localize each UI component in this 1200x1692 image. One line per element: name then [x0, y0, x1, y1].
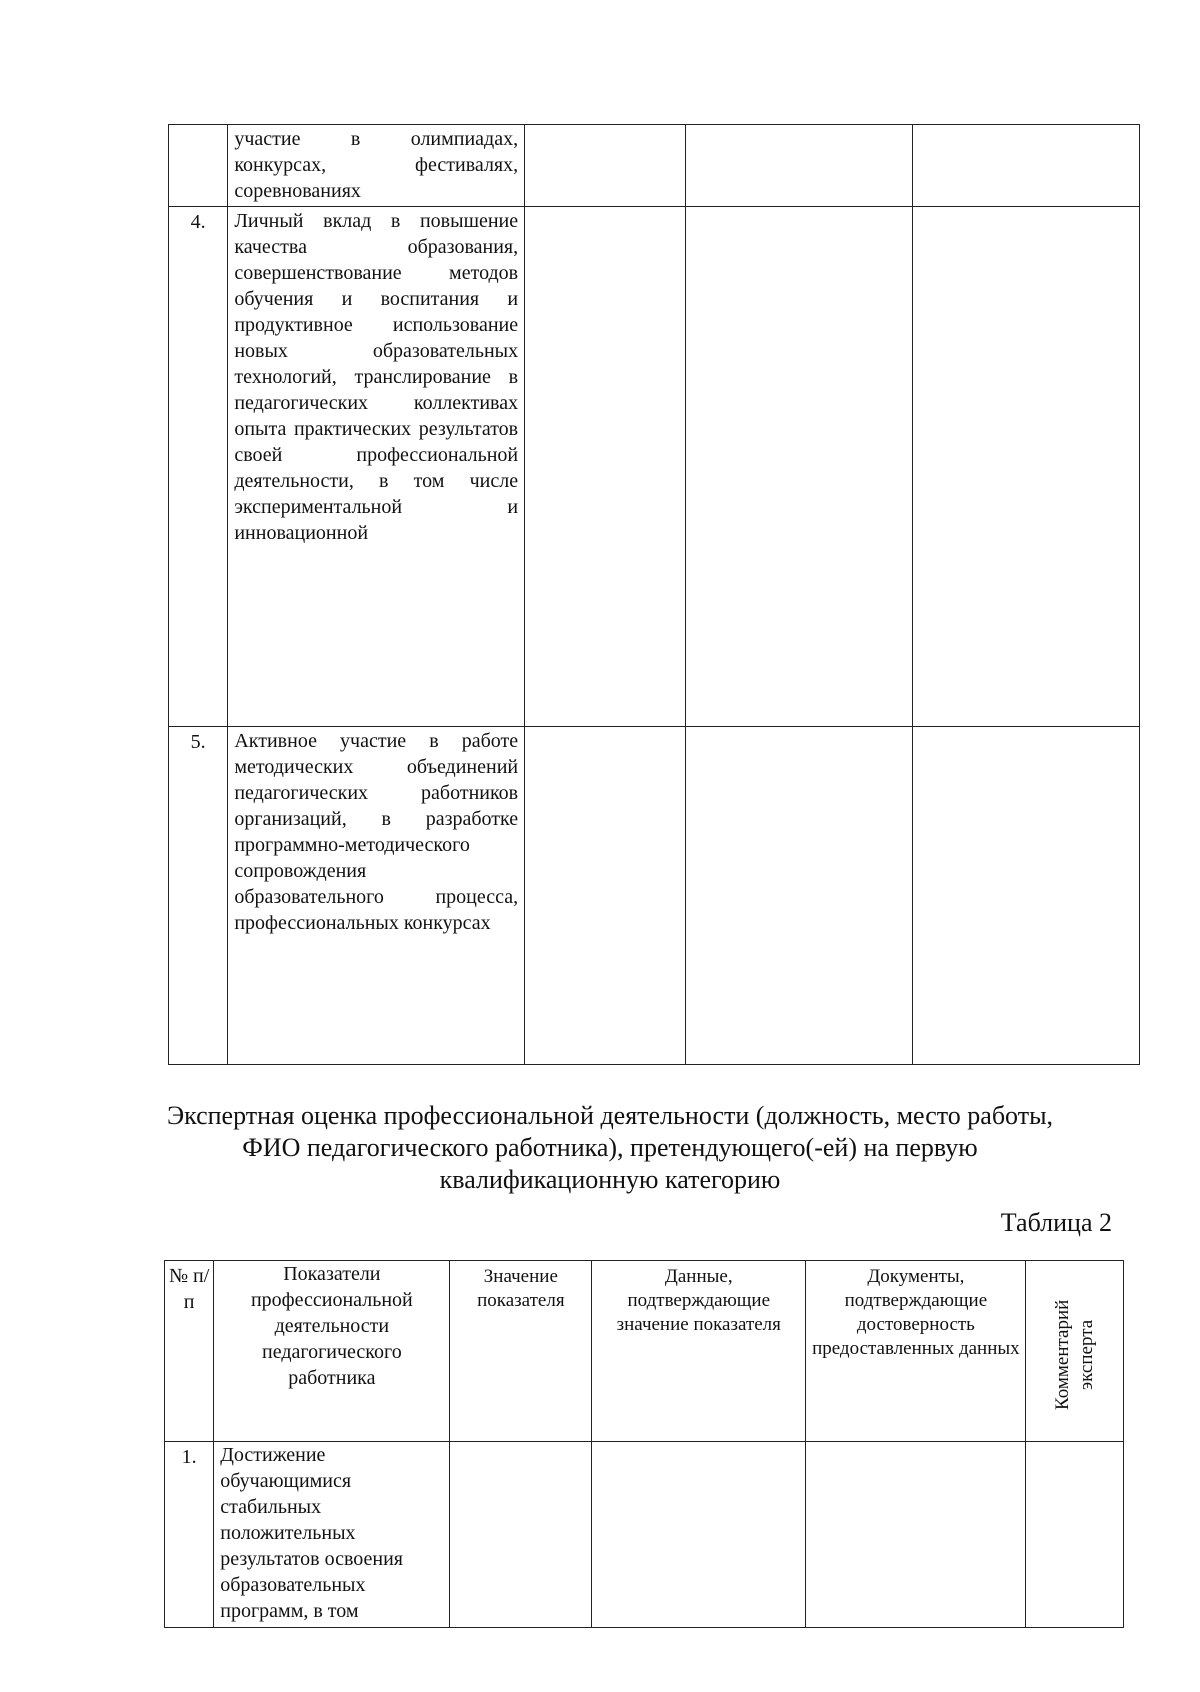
- empty-cell: [686, 207, 912, 727]
- empty-cell: [912, 207, 1139, 727]
- row-number: 4.: [169, 207, 228, 727]
- section-title: Экспертная оценка профессиональной деятельности (должность, место работы, ФИО педагогического работника), претендующего(-ей) на первую квалификационную категорию: [166, 1101, 1054, 1194]
- row-number: 1.: [165, 1442, 214, 1628]
- indicator-cell: Достижение обучающимися стабильных положительных результатов освоения образовательных программ, в том: [214, 1442, 450, 1628]
- empty-cell: [450, 1442, 592, 1628]
- header-data: Данные, подтверждающие значение показателя: [592, 1261, 806, 1442]
- evaluation-table: [164, 1260, 1124, 1628]
- indicator-cell: Активное участие в работе методических объединений педагогических работников организаций, в разработке программно-методического сопровождения образовательного процесса, профессиональных конкурсах: [228, 727, 525, 1065]
- empty-cell: [525, 207, 686, 727]
- empty-cell: [912, 727, 1139, 1065]
- table-row: [169, 125, 1140, 207]
- header-row: [165, 1261, 1124, 1442]
- empty-cell: [686, 125, 912, 207]
- row-number: [169, 125, 228, 207]
- indicator-cell: участие в олимпиадах, конкурсах, фестивалях, соревнованиях: [228, 125, 525, 207]
- header-comment-cell: [1026, 1261, 1124, 1442]
- empty-cell: [912, 125, 1139, 207]
- header-num: № п/п: [165, 1261, 214, 1442]
- empty-cell: [1026, 1442, 1124, 1628]
- empty-cell: [806, 1442, 1026, 1628]
- header-indicators: Показатели профессиональной деятельности педагогического работника: [214, 1261, 450, 1442]
- empty-cell: [525, 727, 686, 1065]
- header-comment: Комментарий эксперта: [1051, 1299, 1097, 1411]
- header-documents: Документы, подтверждающие достоверность предоставленных данных: [806, 1261, 1026, 1442]
- indicators-table-continued: [168, 124, 1140, 1065]
- table-row: [165, 1442, 1124, 1628]
- table-row: [169, 727, 1140, 1065]
- table-caption: Таблица 2: [1000, 1208, 1112, 1237]
- table-row: [169, 207, 1140, 727]
- row-number: 5.: [169, 727, 228, 1065]
- empty-cell: [592, 1442, 806, 1628]
- indicator-cell: Личный вклад в повышение качества образования, совершенствование методов обучения и воспитания и продуктивное использование новых образовательных технологий, транслирование в педагогических коллективах опыта практических результатов своей профессиональной деятельности, в том числе экспериментальной и инновационной: [228, 207, 525, 727]
- empty-cell: [525, 125, 686, 207]
- header-value: Значение показателя: [450, 1261, 592, 1442]
- empty-cell: [686, 727, 912, 1065]
